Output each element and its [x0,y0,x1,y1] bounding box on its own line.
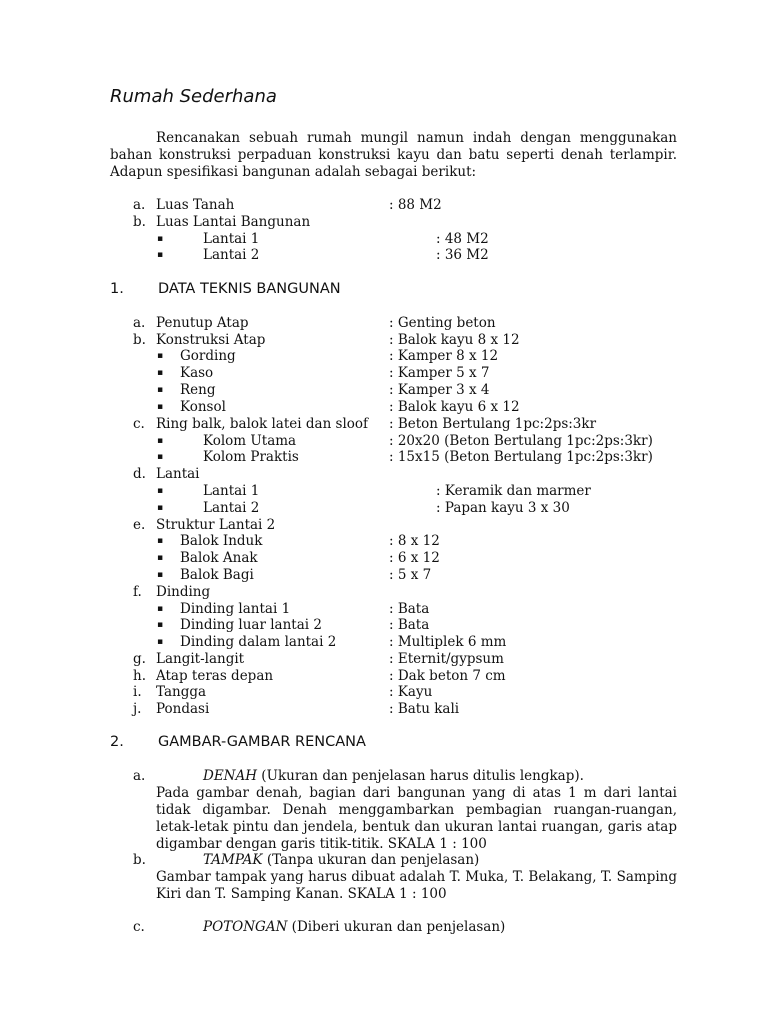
item-value: : Dak beton 7 cm [389,668,506,684]
item-note: (Tanpa ukuran dan penjelasan) [262,852,480,868]
item-value: : Beton Bertulang 1pc:2ps:3kr [389,416,597,432]
item-label: Lantai [156,466,200,482]
section-title: DATA TEKNIS BANGUNAN [158,281,341,297]
bullet-icon: ▪ [157,368,164,378]
item-value: : 6 x 12 [389,550,440,566]
bullet-icon: ▪ [157,234,164,244]
bullet-icon: ▪ [157,620,164,630]
item-value: : Eternit/gypsum [389,651,504,667]
item-value: : 88 M2 [389,197,442,213]
item-value: : 36 M2 [436,247,489,263]
item-label: Dinding [156,584,211,600]
item-label: Balok Anak [180,550,258,566]
item-value: : Kamper 5 x 7 [389,365,490,381]
item-label: Lantai 2 [203,500,260,516]
item-label: Tangga [156,684,207,700]
item-label: Penutup Atap [156,315,249,331]
item-value: : Balok kayu 6 x 12 [389,399,520,415]
bullet-icon: ▪ [157,436,164,446]
item-marker: b. [133,852,146,868]
bullet-icon: ▪ [157,385,164,395]
item-marker: j. [133,701,142,717]
item-label: Gording [180,348,236,364]
item-marker: c. [133,416,145,432]
item-value: : Bata [389,617,430,633]
item-marker: a. [133,197,146,213]
item-marker: e. [133,517,146,533]
item-label: Pondasi [156,701,210,717]
item-value: : 20x20 (Beton Bertulang 1pc:2ps:3kr) [389,433,653,449]
item-value: : 15x15 (Beton Bertulang 1pc:2ps:3kr) [389,449,653,465]
item-note: (Diberi ukuran dan penjelasan) [287,919,506,935]
item-value: : 48 M2 [436,231,489,247]
item-value: : Keramik dan marmer [436,483,591,499]
bullet-icon: ▪ [157,637,164,647]
bullet-icon: ▪ [157,570,164,580]
item-label: Balok Induk [180,533,263,549]
item-value: : Batu kali [389,701,460,717]
bullet-icon: ▪ [157,536,164,546]
bullet-icon: ▪ [157,351,164,361]
item-label: Kolom Praktis [203,449,299,465]
item-label: Langit-langit [156,651,245,667]
bullet-icon: ▪ [157,402,164,412]
section-number: 1. [110,281,124,297]
item-value: : Multiplek 6 mm [389,634,507,650]
item-description: Gambar tampak yang harus dibuat adalah T. Muka, T. Belakang, T. Samping Kiri dan T. Samping Kanan. SKALA 1 : 100 [156,869,677,902]
item-marker: c. [133,919,145,935]
item-value: : Balok kayu 8 x 12 [389,332,520,348]
item-heading [203,768,584,785]
intro-paragraph: Rencanakan sebuah rumah mungil namun indah dengan menggunakan bahan konstruksi perpaduan konstruksi kayu dan batu seperti denah terlampir. Adapun spesifikasi bangunan adalah sebagai berikut: [110,130,677,180]
item-label: Dinding luar lantai 2 [180,617,322,633]
item-marker: a. [133,768,146,784]
item-label: Reng [180,382,216,398]
item-heading [203,852,479,869]
item-value: : Kamper 8 x 12 [389,348,499,364]
item-value: : Genting beton [389,315,496,331]
bullet-icon: ▪ [157,553,164,563]
item-label: Lantai 2 [203,247,260,263]
item-label: Struktur Lantai 2 [156,517,276,533]
item-term: POTONGAN [203,919,288,935]
item-value: : Bata [389,601,430,617]
item-label: Kolom Utama [203,433,297,449]
item-label: Lantai 1 [203,231,260,247]
item-label: Lantai 1 [203,483,260,499]
item-value: : Kamper 3 x 4 [389,382,490,398]
item-marker: b. [133,214,146,230]
item-description: Pada gambar denah, bagian dari bangunan yang di atas 1 m dari lantai tidak digambar. Denah menggambarkan pembagian ruangan-ruangan, letak-letak pintu dan jendela, bentuk dan ukuran lantai ruangan, garis atap digambar dengan garis titik-titik. SKALA 1 : 100 [156,785,677,852]
item-label: Dinding dalam lantai 2 [180,634,337,650]
bullet-icon: ▪ [157,503,164,513]
item-label: Atap teras depan [156,668,274,684]
item-label: Luas Tanah [156,197,235,213]
item-marker: b. [133,332,146,348]
item-term: TAMPAK [203,852,263,868]
item-label: Konsol [180,399,226,415]
item-marker: h. [133,668,146,684]
bullet-icon: ▪ [157,452,164,462]
item-value: : 8 x 12 [389,533,440,549]
item-label: Balok Bagi [180,567,254,583]
item-marker: d. [133,466,146,482]
section-number: 2. [110,734,124,750]
item-note: (Ukuran dan penjelasan harus ditulis lengkap). [257,768,584,784]
bullet-icon: ▪ [157,486,164,496]
item-label: Ring balk, balok latei dan sloof [156,416,369,432]
item-label: Kaso [180,365,214,381]
item-marker: a. [133,315,146,331]
item-value: : Papan kayu 3 x 30 [436,500,570,516]
section-title: GAMBAR-GAMBAR RENCANA [158,734,366,750]
item-marker: g. [133,651,146,667]
item-heading [203,919,505,936]
bullet-icon: ▪ [157,604,164,614]
item-label: Dinding lantai 1 [180,601,291,617]
bullet-icon: ▪ [157,250,164,260]
item-value: : Kayu [389,684,433,700]
item-marker: i. [133,684,142,700]
item-label: Konstruksi Atap [156,332,266,348]
item-label: Luas Lantai Bangunan [156,214,311,230]
item-term: DENAH [203,768,258,784]
document-title: Rumah Sederhana [110,86,277,107]
item-value: : 5 x 7 [389,567,432,583]
item-marker: f. [133,584,142,600]
